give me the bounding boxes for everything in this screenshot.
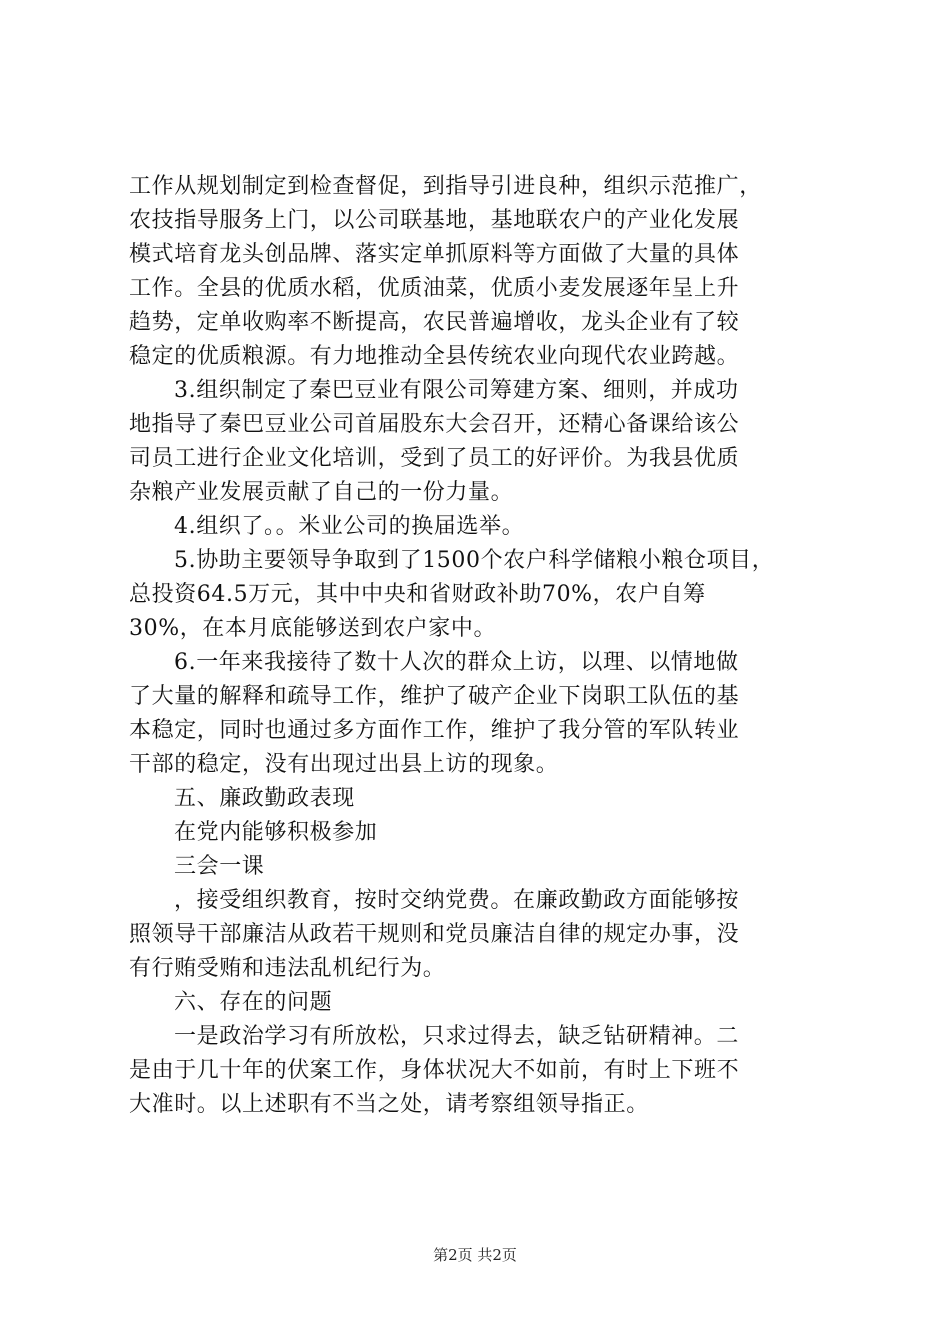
page-footer: 第2页 共2页: [433, 1246, 517, 1264]
text-line: 4.组织了。。米业公司的换届选举。: [174, 514, 525, 539]
text-line: 一是政治学习有所放松，只求过得去，缺乏钻研精神。二: [174, 1024, 740, 1049]
text-line: 30%，在本月底能够送到农户家中。: [129, 616, 497, 641]
text-line: 模式培育龙头创品牌、落实定单抓原料等方面做了大量的具体: [129, 242, 740, 267]
text-line: 干部的稳定，没有出现过出县上访的现象。: [129, 752, 559, 777]
text-line: 有行贿受贿和违法乱机纪行为。: [129, 956, 446, 981]
text-line: 照领导干部廉洁从政若干规则和党员廉洁自律的规定办事，没: [129, 922, 740, 947]
text-line: 3.组织制定了秦巴豆业有限公司筹建方案、细则，并成功: [174, 378, 739, 403]
text-line: 在党内能够积极参加: [174, 820, 378, 845]
text-line: 大准时。以上述职有不当之处，请考察组领导指正。: [129, 1092, 649, 1117]
document-body: [129, 170, 827, 1122]
text-line: ，接受组织教育，按时交纳党费。在廉政勤政方面能够按: [174, 888, 740, 913]
text-line: 工作。全县的优质水稻，优质油菜，优质小麦发展逐年呈上升: [129, 276, 740, 301]
text-line: 农技指导服务上门，以公司联基地，基地联农户的产业化发展: [129, 208, 740, 233]
text-line: 工作从规划制定到检查督促，到指导引进良种，组织示范推广，: [129, 174, 762, 199]
text-line: 地指导了秦巴豆业公司首届股东大会召开，还精心备课给该公: [129, 412, 740, 437]
text-line: 杂粮产业发展贡献了自己的一份力量。: [129, 480, 514, 505]
text-line: 本稳定，同时也通过多方面作工作，维护了我分管的军队转业: [129, 718, 740, 743]
text-line: 了大量的解释和疏导工作，维护了破产企业下岗职工队伍的基: [129, 684, 740, 709]
text-line: 司员工进行企业文化培训，受到了员工的好评价。为我县优质: [129, 446, 740, 471]
text-line: 稳定的优质粮源。有力地推动全县传统农业向现代农业跨越。: [129, 344, 740, 369]
text-line: 5.协助主要领导争取到了1500个农户科学储粮小粮仓项目，: [174, 548, 775, 573]
text-line: 趋势，定单收购率不断提高，农民普遍增收，龙头企业有了较: [129, 310, 740, 335]
text-line: 三会一课: [174, 854, 265, 879]
text-line: 六、存在的问题: [174, 990, 333, 1015]
text-line: 五、廉政勤政表现: [174, 786, 355, 811]
text-line: 是由于几十年的伏案工作，身体状况大不如前，有时上下班不: [129, 1058, 740, 1083]
text-line: 6.一年来我接待了数十人次的群众上访，以理、以情地做: [174, 650, 739, 675]
text-line: 总投资64.5万元，其中中央和省财政补助70%，农户自筹: [129, 582, 706, 607]
